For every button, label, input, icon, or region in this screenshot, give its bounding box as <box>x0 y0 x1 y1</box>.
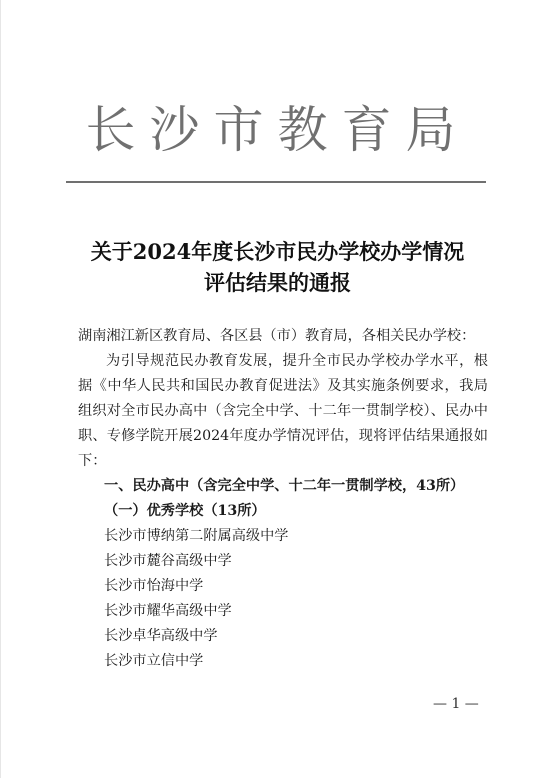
school-list-item: 长沙市怡海中学 <box>104 578 204 594</box>
letterhead-org-name: 长沙市教育局 <box>85 101 470 159</box>
intro-paragraph: 为引导规范民办教育发展，提升全市民办学校办学水平，根据《中华人民共和国民办教育促进法》及其实施条例要求，我局组织对全市民办高中（含完全中学、十二年一贯制学校）、民办中职、专修学院开展2024年度办学情况评估，现将评估结果通报如下： <box>78 353 488 469</box>
document-body <box>78 324 488 674</box>
school-list-item: 长沙卓华高级中学 <box>104 628 218 644</box>
school-list-item: 长沙市博纳第二附属高级中学 <box>104 528 289 544</box>
addressee: 湖南湘江新区教育局、各区县（市）教育局，各相关民办学校： <box>78 328 476 344</box>
subsection-heading: （一）优秀学校（13所） <box>104 503 266 519</box>
school-list-item: 长沙市立信中学 <box>104 653 204 669</box>
school-list-item: 长沙市麓谷高级中学 <box>104 553 232 569</box>
document-title-line-2: 评估结果的通报 <box>204 270 351 295</box>
document-title <box>1 236 553 298</box>
section-heading: 一、民办高中（含完全中学、十二年一贯制学校，43所） <box>104 478 465 494</box>
page-number: — 1 — <box>433 696 479 712</box>
school-list-item: 长沙市耀华高级中学 <box>104 603 232 619</box>
letterhead-divider <box>66 181 486 183</box>
document-title-line-1: 关于2024年度长沙市民办学校办学情况 <box>90 239 465 264</box>
